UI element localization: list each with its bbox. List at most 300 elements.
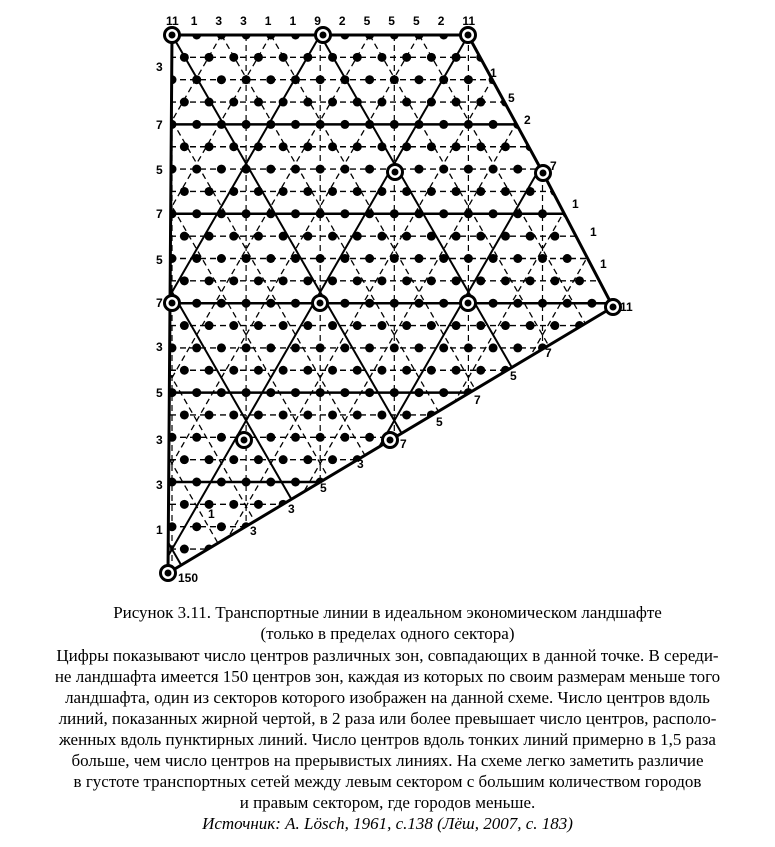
center-dot — [439, 120, 448, 129]
center-dot — [365, 165, 374, 174]
center-dot — [118, 478, 127, 487]
center-dot — [279, 410, 288, 419]
center-dot — [118, 433, 127, 442]
center-dot — [377, 366, 386, 375]
center-dot — [217, 120, 226, 129]
center-dot — [624, 545, 633, 554]
center-dot — [254, 455, 263, 464]
center-dot — [340, 165, 349, 174]
center-dot — [550, 53, 559, 62]
center-dot — [550, 545, 559, 554]
center-dot — [415, 478, 424, 487]
center-dot — [587, 433, 596, 442]
center-dot — [377, 545, 386, 554]
center-dot — [402, 276, 411, 285]
center-dot — [501, 455, 510, 464]
center-dot — [587, 31, 596, 40]
center-dot — [353, 98, 362, 107]
center-dot — [303, 232, 312, 241]
center-dot — [662, 299, 671, 308]
center-dot — [476, 142, 485, 151]
center-dot — [563, 478, 572, 487]
center-dot — [402, 321, 411, 330]
top-label: 5 — [388, 14, 395, 28]
center-dot — [452, 545, 461, 554]
center-dot — [118, 120, 127, 129]
top-label: 3 — [215, 14, 223, 28]
center-dot — [526, 187, 535, 196]
left-label: 5 — [156, 163, 163, 177]
center-dot — [130, 455, 139, 464]
center-dot — [377, 500, 386, 509]
center-dot — [303, 142, 312, 151]
center-dot — [118, 31, 127, 40]
major-node-core — [317, 300, 324, 307]
center-dot — [624, 500, 633, 509]
center-dot — [390, 567, 399, 576]
center-dot — [377, 98, 386, 107]
center-dot — [489, 165, 498, 174]
center-dot — [130, 232, 139, 241]
center-dot — [205, 98, 214, 107]
center-dot — [266, 433, 275, 442]
center-dot — [649, 232, 658, 241]
center-dot — [464, 522, 473, 531]
center-dot — [489, 120, 498, 129]
center-dot — [501, 142, 510, 151]
center-dot — [192, 120, 201, 129]
major-node-core — [392, 169, 399, 176]
bottom-edge-label: 3 — [357, 457, 364, 471]
center-dot — [192, 388, 201, 397]
center-dot — [242, 254, 251, 263]
center-dot — [377, 455, 386, 464]
center-dot — [501, 187, 510, 196]
center-dot — [353, 366, 362, 375]
center-dot — [217, 388, 226, 397]
center-dot — [254, 187, 263, 196]
bottom-edge-label: 5 — [510, 369, 517, 383]
center-dot — [415, 567, 424, 576]
center-dot — [637, 209, 646, 218]
center-dot — [439, 299, 448, 308]
center-dot — [600, 455, 609, 464]
origin-label: 150 — [178, 571, 199, 585]
center-dot — [266, 299, 275, 308]
center-dot — [390, 522, 399, 531]
center-dot — [365, 478, 374, 487]
center-dot — [143, 75, 152, 84]
center-dot — [538, 254, 547, 263]
center-dot — [501, 276, 510, 285]
center-dot — [316, 567, 325, 576]
center-dot — [501, 500, 510, 509]
center-dot — [229, 455, 238, 464]
center-dot — [365, 343, 374, 352]
top-label: 9 — [314, 14, 321, 28]
center-dot — [291, 388, 300, 397]
center-dot — [377, 187, 386, 196]
center-dot — [365, 433, 374, 442]
center-dot — [130, 53, 139, 62]
center-dot — [538, 567, 547, 576]
center-dot — [205, 321, 214, 330]
center-dot — [316, 433, 325, 442]
center-dot — [155, 321, 164, 330]
center-dot — [575, 187, 584, 196]
center-dot — [390, 209, 399, 218]
center-dot — [501, 53, 510, 62]
center-dot — [402, 142, 411, 151]
center-dot — [390, 254, 399, 263]
center-dot — [130, 142, 139, 151]
top-label: 1 — [264, 14, 272, 28]
major-node-core — [465, 300, 472, 307]
center-dot — [217, 209, 226, 218]
center-dot — [662, 478, 671, 487]
center-dot — [452, 410, 461, 419]
center-dot — [674, 142, 683, 151]
center-dot — [513, 31, 522, 40]
center-dot — [266, 522, 275, 531]
center-dot — [130, 545, 139, 554]
right-edge-label: 1 — [572, 197, 579, 211]
center-dot — [328, 276, 337, 285]
center-dot — [452, 366, 461, 375]
center-dot — [390, 120, 399, 129]
center-dot — [291, 299, 300, 308]
center-dot — [489, 478, 498, 487]
center-dot — [674, 98, 683, 107]
center-dot — [550, 410, 559, 419]
center-dot — [563, 343, 572, 352]
center-dot — [143, 567, 152, 576]
center-dot — [550, 232, 559, 241]
center-dot — [229, 187, 238, 196]
center-dot — [180, 410, 189, 419]
center-dot — [513, 299, 522, 308]
center-dot — [489, 343, 498, 352]
center-dot — [600, 500, 609, 509]
left-label: 3 — [156, 433, 163, 447]
center-dot — [205, 276, 214, 285]
center-dot — [415, 254, 424, 263]
center-dot — [143, 388, 152, 397]
center-dot — [192, 165, 201, 174]
center-dot — [612, 478, 621, 487]
center-dot — [254, 545, 263, 554]
center-dot — [538, 522, 547, 531]
center-dot — [143, 478, 152, 487]
center-dot — [649, 455, 658, 464]
center-dot — [229, 321, 238, 330]
lattice-line — [0, 35, 172, 571]
center-dot — [180, 187, 189, 196]
center-dot — [587, 75, 596, 84]
caption-line: в густоте транспортных сетей между левым сектором с большим количеством городов — [73, 772, 702, 791]
center-dot — [303, 187, 312, 196]
center-dot — [464, 165, 473, 174]
lattice-line — [617, 35, 775, 571]
center-dot — [390, 299, 399, 308]
left-label: 3 — [156, 60, 163, 74]
center-dot — [353, 500, 362, 509]
center-dot — [242, 343, 251, 352]
center-dot — [575, 276, 584, 285]
center-dot — [266, 567, 275, 576]
center-dot — [242, 478, 251, 487]
center-dot — [402, 232, 411, 241]
left-label: 3 — [156, 478, 163, 492]
center-dot — [279, 142, 288, 151]
center-dot — [612, 165, 621, 174]
center-dot — [266, 254, 275, 263]
center-dot — [662, 120, 671, 129]
center-dot — [291, 343, 300, 352]
center-dot — [192, 343, 201, 352]
center-dot — [637, 165, 646, 174]
center-dot — [612, 433, 621, 442]
left-label: 7 — [156, 118, 163, 132]
center-dot — [489, 388, 498, 397]
center-dot — [279, 53, 288, 62]
center-dot — [612, 254, 621, 263]
right-edge-label: 2 — [524, 113, 531, 127]
center-dot — [637, 522, 646, 531]
top-label: 11 — [462, 14, 476, 28]
center-dot — [513, 433, 522, 442]
center-dot — [489, 299, 498, 308]
center-dot — [155, 232, 164, 241]
major-node-core — [241, 437, 248, 444]
center-dot — [662, 254, 671, 263]
center-dot — [550, 500, 559, 509]
center-dot — [587, 165, 596, 174]
center-dot — [205, 232, 214, 241]
center-dot — [439, 478, 448, 487]
center-dot — [143, 120, 152, 129]
center-dot — [118, 165, 127, 174]
center-dot — [155, 455, 164, 464]
center-dot — [130, 321, 139, 330]
center-dot — [587, 567, 596, 576]
center-dot — [624, 366, 633, 375]
center-dot — [303, 545, 312, 554]
center-dot — [340, 299, 349, 308]
center-dot — [600, 98, 609, 107]
center-dot — [662, 388, 671, 397]
center-dot — [266, 165, 275, 174]
center-dot — [538, 75, 547, 84]
center-dot — [575, 455, 584, 464]
center-dot — [340, 75, 349, 84]
center-dot — [303, 366, 312, 375]
center-dot — [254, 53, 263, 62]
center-dot — [563, 254, 572, 263]
center-dot — [180, 98, 189, 107]
center-dot — [624, 321, 633, 330]
center-dot — [637, 478, 646, 487]
caption-line: линий, показанных жирной чертой, в 2 раза или более превышает число центров, располо- — [58, 709, 717, 728]
center-dot — [587, 478, 596, 487]
center-dot — [452, 53, 461, 62]
lattice-line — [752, 35, 775, 571]
center-dot — [674, 545, 683, 554]
center-dot — [489, 254, 498, 263]
center-dot — [600, 545, 609, 554]
center-dot — [205, 366, 214, 375]
center-dot — [415, 433, 424, 442]
bottom-edge-label: 7 — [474, 393, 481, 407]
center-dot — [402, 366, 411, 375]
center-dot — [439, 522, 448, 531]
right-edge-label: 1 — [490, 66, 497, 80]
center-dot — [118, 209, 127, 218]
top-label: 3 — [240, 14, 247, 28]
center-dot — [600, 232, 609, 241]
center-dot — [600, 321, 609, 330]
center-dot — [155, 500, 164, 509]
left-label: 3 — [156, 340, 163, 354]
center-dot — [328, 410, 337, 419]
center-dot — [291, 75, 300, 84]
center-dot — [526, 321, 535, 330]
left-label: 7 — [156, 296, 163, 310]
center-dot — [476, 321, 485, 330]
center-dot — [205, 455, 214, 464]
center-dot — [353, 321, 362, 330]
center-dot — [377, 410, 386, 419]
center-dot — [316, 522, 325, 531]
center-dot — [649, 321, 658, 330]
major-node-core — [465, 32, 472, 39]
center-dot — [365, 567, 374, 576]
center-dot — [192, 299, 201, 308]
center-dot — [464, 433, 473, 442]
center-dot — [365, 522, 374, 531]
center-dot — [489, 567, 498, 576]
center-dot — [229, 98, 238, 107]
center-dot — [674, 276, 683, 285]
center-dot — [180, 545, 189, 554]
center-dot — [143, 343, 152, 352]
source-line: Источник: A. Lösch, 1961, с.138 (Лёш, 2007, с. 183) — [202, 814, 573, 833]
center-dot — [328, 187, 337, 196]
center-dot — [340, 433, 349, 442]
top-label: 5 — [363, 14, 371, 28]
right-vertex-label: 11 — [620, 300, 633, 314]
center-dot — [365, 299, 374, 308]
center-dot — [587, 388, 596, 397]
center-dot — [180, 321, 189, 330]
center-dot — [316, 209, 325, 218]
center-dot — [353, 53, 362, 62]
center-dot — [415, 522, 424, 531]
center-dot — [291, 209, 300, 218]
center-dot — [637, 120, 646, 129]
center-dot — [513, 388, 522, 397]
center-dot — [279, 276, 288, 285]
lattice-line — [703, 35, 775, 571]
right-edge-label: 5 — [508, 91, 515, 105]
center-dot — [303, 53, 312, 62]
center-dot — [649, 187, 658, 196]
center-dot — [427, 455, 436, 464]
left-label: 5 — [156, 253, 163, 267]
center-dot — [279, 232, 288, 241]
center-dot — [340, 120, 349, 129]
center-dot — [377, 142, 386, 151]
center-dot — [501, 232, 510, 241]
top-label: 2 — [338, 14, 346, 28]
bottom-edge-label: 5 — [436, 415, 443, 429]
top-label: 1 — [190, 14, 198, 28]
center-dot — [513, 75, 522, 84]
center-dot — [674, 321, 683, 330]
center-dot — [587, 522, 596, 531]
center-dot — [143, 209, 152, 218]
center-dot — [550, 455, 559, 464]
center-dot — [452, 500, 461, 509]
center-dot — [365, 209, 374, 218]
center-dot — [353, 410, 362, 419]
center-dot — [439, 209, 448, 218]
center-dot — [303, 98, 312, 107]
center-dot — [291, 254, 300, 263]
caption-body — [0, 645, 775, 834]
major-node-core — [165, 570, 172, 577]
center-dot — [452, 455, 461, 464]
caption-line: женных вдоль пунктирных линий. Число центров вдоль тонких линий примерно в 1,5 раза — [59, 730, 716, 749]
center-dot — [279, 455, 288, 464]
center-dot — [563, 299, 572, 308]
center-dot — [118, 75, 127, 84]
center-dot — [303, 321, 312, 330]
center-dot — [130, 187, 139, 196]
center-dot — [600, 187, 609, 196]
right-edge-label: 1 — [590, 225, 597, 239]
center-dot — [575, 53, 584, 62]
bottom-edge-label: 7 — [400, 437, 407, 451]
center-dot — [205, 187, 214, 196]
center-dot — [254, 321, 263, 330]
center-dot — [328, 142, 337, 151]
center-dot — [328, 366, 337, 375]
center-dot — [254, 98, 263, 107]
bottom-edge-label: 5 — [320, 481, 327, 495]
center-dot — [476, 500, 485, 509]
center-dot — [526, 366, 535, 375]
center-dot — [118, 522, 127, 531]
center-dot — [118, 388, 127, 397]
center-dot — [365, 254, 374, 263]
center-dot — [155, 276, 164, 285]
center-dot — [192, 254, 201, 263]
center-dot — [254, 366, 263, 375]
center-dot — [402, 410, 411, 419]
center-dot — [662, 343, 671, 352]
center-dot — [476, 366, 485, 375]
lattice-line — [0, 35, 73, 571]
center-dot — [489, 433, 498, 442]
center-dot — [229, 276, 238, 285]
left-label: 5 — [156, 386, 163, 400]
left-label: 1 — [156, 523, 163, 537]
center-dot — [452, 98, 461, 107]
center-dot — [501, 410, 510, 419]
center-dot — [550, 142, 559, 151]
figure-subtitle: (только в пределах одного сектора) — [260, 624, 515, 643]
